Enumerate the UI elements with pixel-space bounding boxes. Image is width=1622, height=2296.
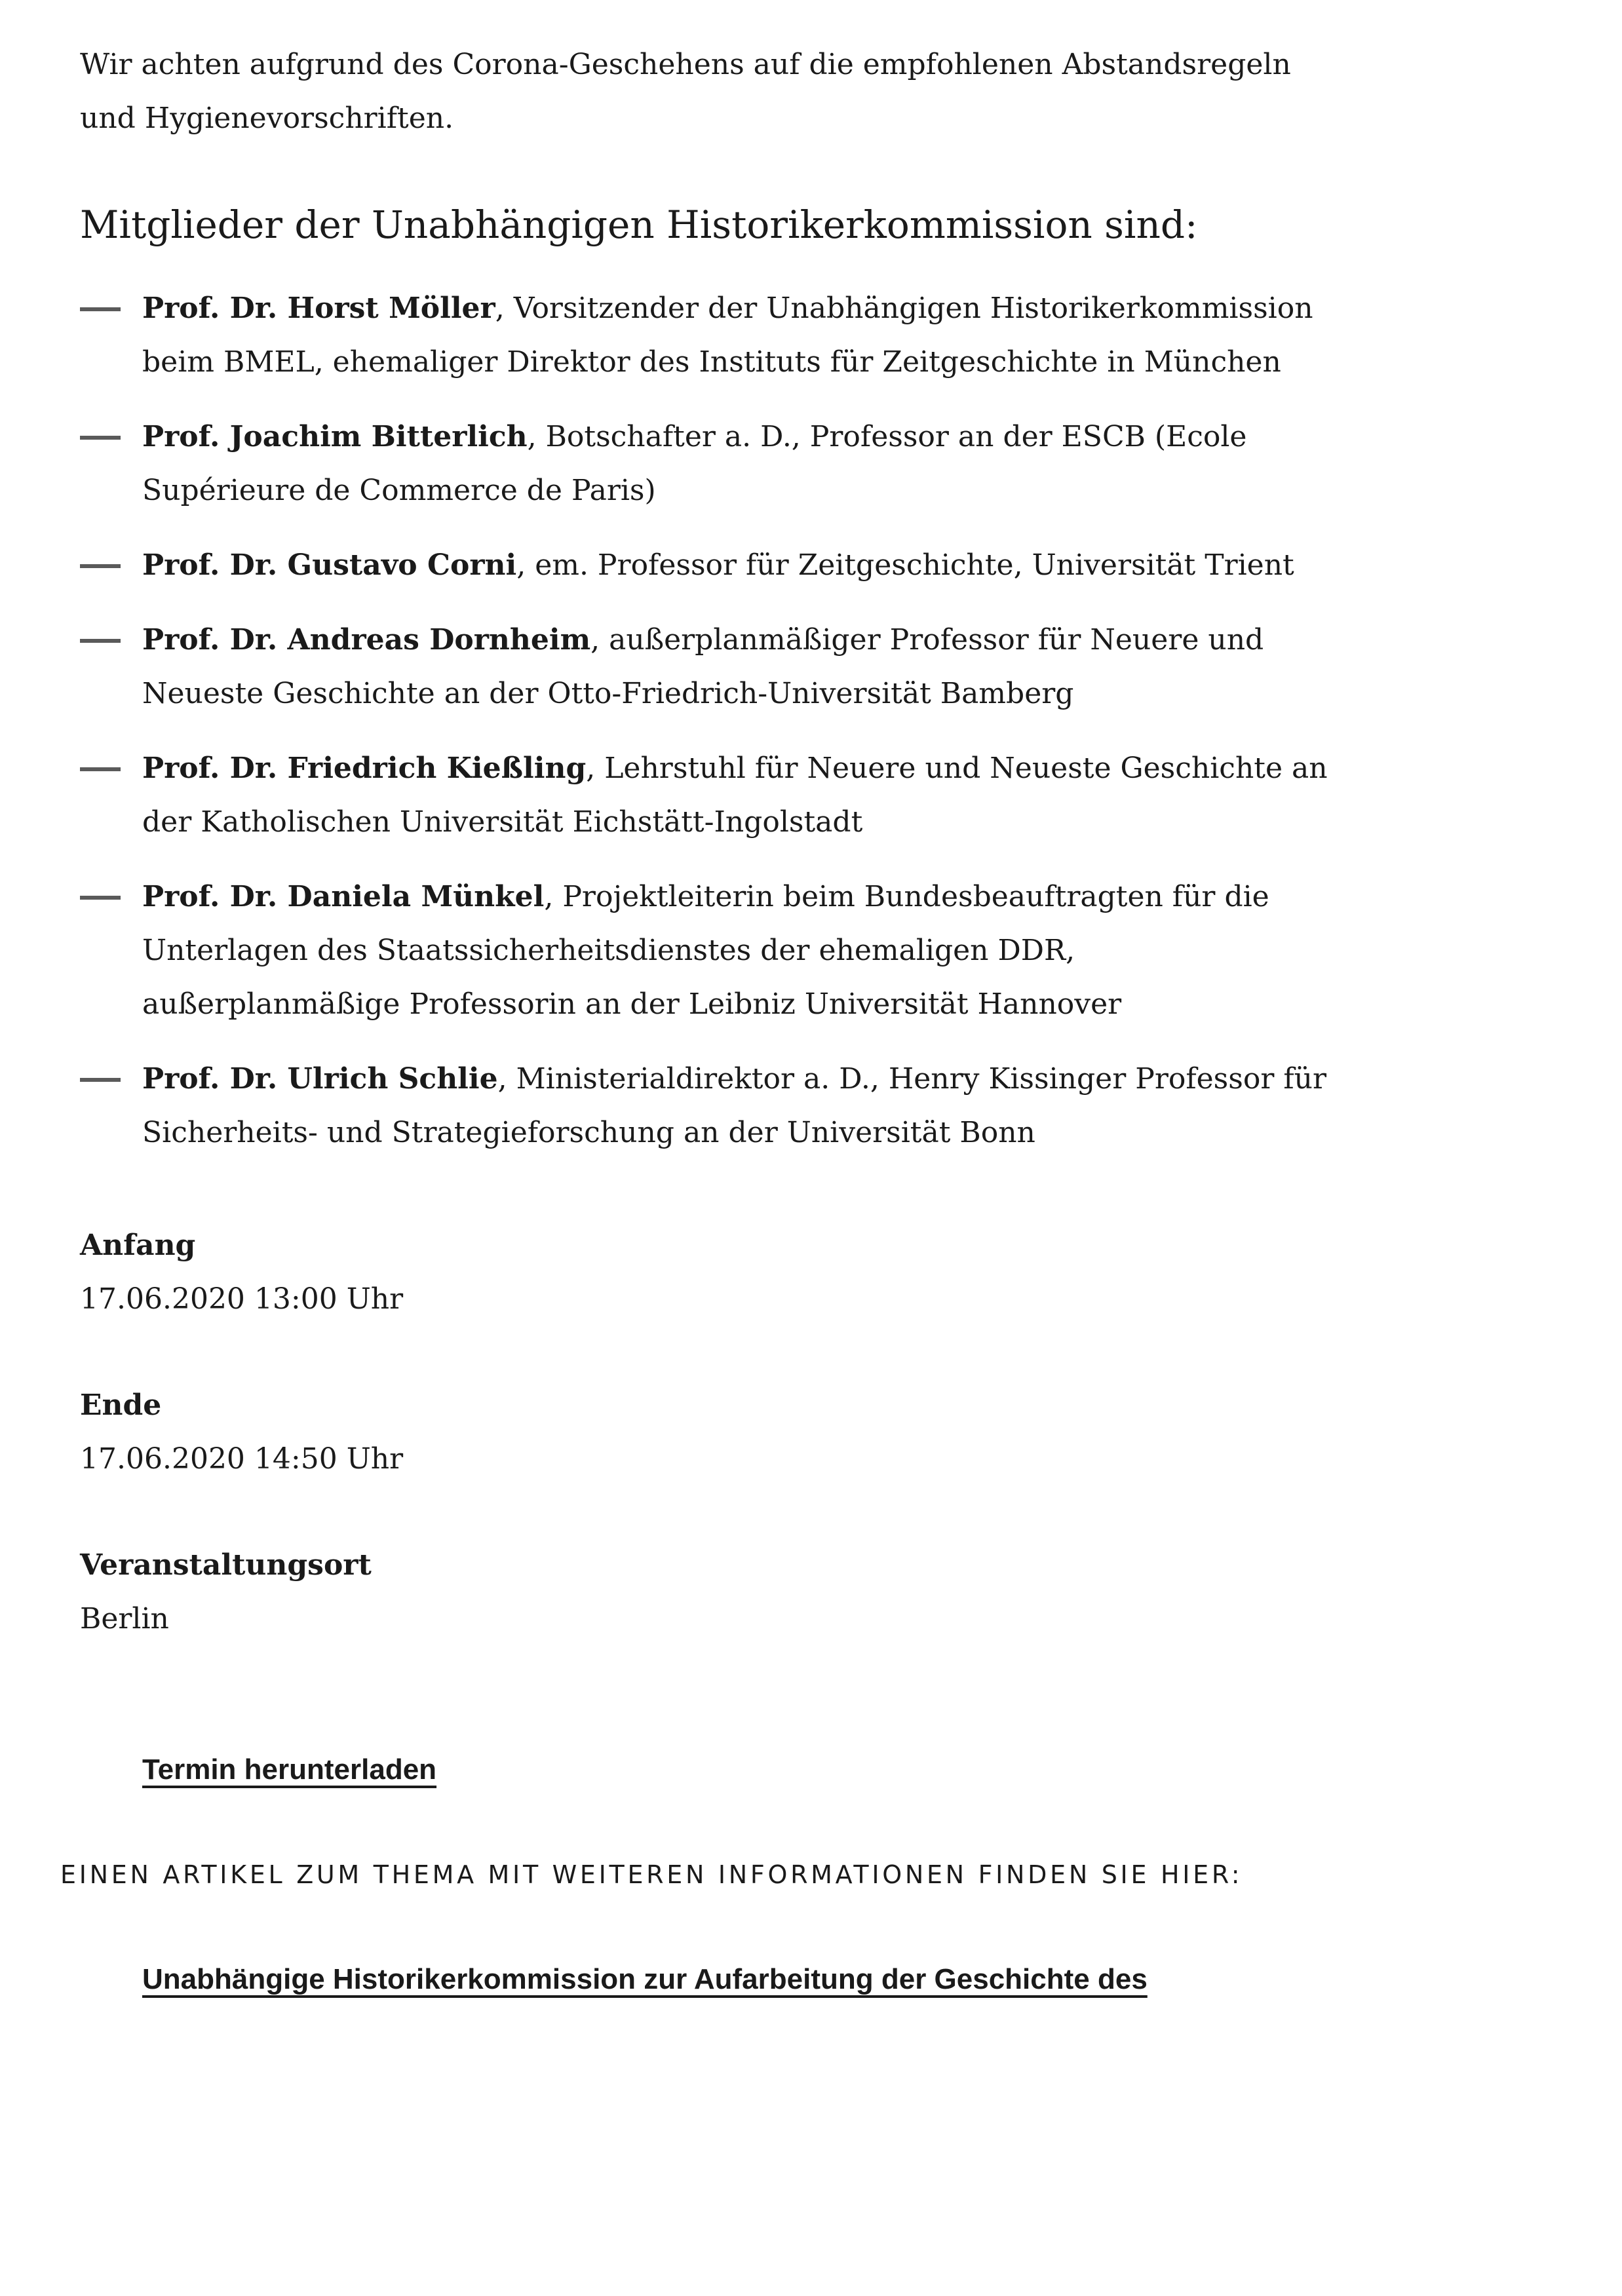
member-description: , em. Professor für Zeitgeschichte, Universität Trient <box>516 548 1294 582</box>
member-name: Prof. Dr. Horst Möller <box>142 292 495 325</box>
member-name: Prof. Joachim Bitterlich <box>142 420 528 453</box>
article-intro-label: EINEN ARTIKEL ZUM THEMA MIT WEITEREN INFORMATIONEN FINDEN SIE HIER: <box>60 1860 1243 1889</box>
member-item-muenkel <box>80 870 1338 1031</box>
member-description: , Lehrstuhl für Neuere und Neueste Geschichte an der Katholischen Universität Eichstätt-Ingolstadt <box>142 752 1328 839</box>
member-description: , Ministerialdirektor a. D., Henry Kissinger Professor für Sicherheits- und Strategieforschung an der Universität Bonn <box>142 1062 1327 1149</box>
dash-bullet-icon <box>80 436 121 440</box>
dash-bullet-icon <box>80 767 121 771</box>
event-start-label: Anfang <box>80 1229 196 1262</box>
member-description: , Botschafter a. D., Professor an der ESCB (Ecole Supérieure de Commerce de Paris) <box>142 420 1247 507</box>
article-link[interactable]: Unabhängige Historikerkommission zur Aufarbeitung der Geschichte des <box>142 1963 1148 1995</box>
members-heading: Mitglieder der Unabhängigen Historikerkommission sind: <box>80 202 1198 247</box>
event-start <box>80 1219 403 1326</box>
member-description: , Projektleiterin beim Bundesbeauftragten für die Unterlagen des Staatssicherheitsdienstes der ehemaligen DDR, außerplanmäßige Professorin an der Leibniz Universität Hannover <box>142 880 1269 1021</box>
member-name: Prof. Dr. Ulrich Schlie <box>142 1062 498 1096</box>
event-start-value: 17.06.2020 13:00 Uhr <box>80 1282 404 1316</box>
event-location-label: Veranstaltungsort <box>80 1548 372 1582</box>
dash-bullet-icon <box>80 1078 121 1082</box>
dash-bullet-icon <box>80 564 121 568</box>
member-item-kiessling <box>80 742 1338 849</box>
members-list <box>80 282 1338 1181</box>
member-item-bitterlich <box>80 410 1338 518</box>
event-location-value: Berlin <box>80 1602 169 1636</box>
member-name: Prof. Dr. Friedrich Kießling <box>142 752 587 785</box>
event-end-value: 17.06.2020 14:50 Uhr <box>80 1442 404 1476</box>
member-item-schlie <box>80 1052 1338 1160</box>
dash-bullet-icon <box>80 896 121 900</box>
member-item-corni <box>80 539 1338 592</box>
member-name: Prof. Dr. Andreas Dornheim <box>142 623 591 657</box>
member-name: Prof. Dr. Gustavo Corni <box>142 548 517 582</box>
event-end-label: Ende <box>80 1388 162 1422</box>
member-item-moeller <box>80 282 1338 389</box>
intro-paragraph: Wir achten aufgrund des Corona-Geschehens auf die empfohlenen Abstandsregeln und Hygienevorschriften. <box>80 48 1291 135</box>
member-item-dornheim <box>80 613 1338 721</box>
member-description: , Vorsitzender der Unabhängigen Historikerkommission beim BMEL, ehemaliger Direktor des Instituts für Zeitgeschichte in München <box>142 292 1313 379</box>
member-description: , außerplanmäßiger Professor für Neuere und Neueste Geschichte an der Otto-Friedrich-Universität Bamberg <box>142 623 1264 710</box>
member-name: Prof. Dr. Daniela Münkel <box>142 880 545 913</box>
event-location <box>80 1539 372 1646</box>
event-end <box>80 1379 403 1486</box>
download-event-link[interactable]: Termin herunterladen <box>142 1753 437 1786</box>
dash-bullet-icon <box>80 307 121 311</box>
dash-bullet-icon <box>80 639 121 643</box>
